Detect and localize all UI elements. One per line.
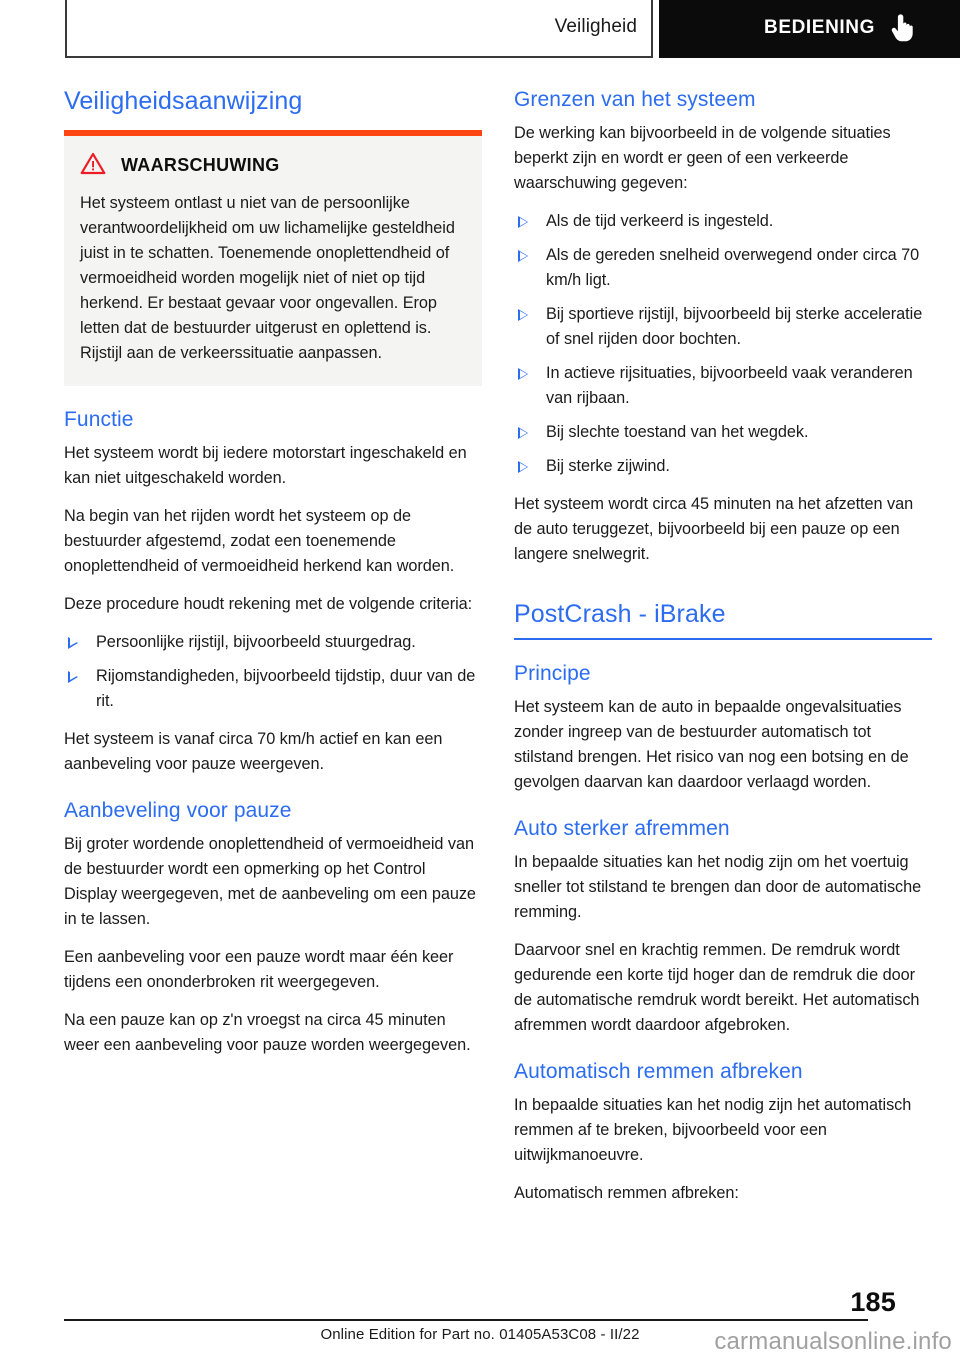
heading-grenzen-van-het-systeem: Grenzen van het systeem bbox=[514, 88, 756, 111]
list-item-label: Bij sterke zijwind. bbox=[546, 457, 670, 476]
page-header bbox=[0, 0, 960, 60]
header-section-label: Veiligheid bbox=[554, 16, 637, 37]
functie-paragraph-1: Het systeem wordt bij iedere motorstart ingeschakeld en kan niet uitgeschakeld worden. bbox=[64, 443, 467, 487]
watermark: carmanualsonline.info bbox=[714, 1328, 952, 1355]
triangle-bullet-icon bbox=[518, 368, 528, 380]
pointing-hand-icon bbox=[889, 13, 915, 43]
grenzen-paragraph-1: De werking kan bijvoorbeeld in de volgende situaties beperkt zijn en wordt er geen of een verkeerde waarschuwing gegeven: bbox=[514, 124, 891, 193]
heading-automatisch-remmen-afbreken: Automatisch remmen afbreken bbox=[514, 1059, 803, 1083]
list-item bbox=[514, 243, 932, 293]
section-title-postcrash: PostCrash - iBrake bbox=[514, 601, 932, 640]
list-item bbox=[514, 302, 932, 352]
afbreken-paragraph-1: In bepaalde situaties kan het nodig zijn het automatisch remmen af te breken, bijvoorbeeld voor een uitwijkmanoeuvre. bbox=[514, 1096, 912, 1165]
heading-functie: Functie bbox=[64, 407, 134, 431]
list-item-label: Als de tijd verkeerd is ingesteld. bbox=[546, 212, 774, 231]
left-column bbox=[64, 88, 482, 1058]
list-item bbox=[64, 630, 482, 655]
afbreken-paragraph-2: Automatisch remmen afbreken: bbox=[514, 1184, 739, 1203]
header-chapter-tab[interactable] bbox=[659, 0, 960, 58]
list-item bbox=[514, 361, 932, 411]
afremmen-paragraph-1: In bepaalde situaties kan het nodig zijn om het voertuig sneller tot stilstand te brengen dan door de automatische remming. bbox=[514, 852, 922, 921]
list-item-label: Als de gereden snelheid overwegend onder circa 70 km/h ligt. bbox=[546, 246, 920, 290]
heading-principe: Principe bbox=[514, 661, 591, 685]
warning-triangle-icon bbox=[80, 152, 106, 180]
header-section-tab[interactable] bbox=[65, 0, 653, 58]
grenzen-bullet-list bbox=[514, 209, 932, 479]
triangle-bullet-icon bbox=[518, 250, 528, 262]
list-item bbox=[514, 420, 932, 445]
header-chapter-label: BEDIENING bbox=[764, 17, 875, 38]
triangle-bullet-icon bbox=[518, 427, 528, 439]
aanbeveling-paragraph-1: Bij groter wordende onoplettendheid of vermoeidheid van de bestuurder wordt een opmerking op het Control Display weergegeven, met de aanbeveling om een pauze in te lassen. bbox=[64, 834, 476, 928]
footer-note: Online Edition for Part no. 01405A53C08 - II/22 bbox=[320, 1326, 640, 1343]
list-item-label: Bij slechte toestand van het wegdek. bbox=[546, 423, 809, 442]
warning-label: WAARSCHUWING bbox=[121, 155, 280, 175]
list-item-label: In actieve rijsituaties, bijvoorbeeld vaak veranderen van rijbaan. bbox=[546, 364, 913, 408]
grenzen-paragraph-2: Het systeem wordt circa 45 minuten na het afzetten van de auto teruggezet, bijvoorbeeld bij een pauze op een langere snelwegrit. bbox=[514, 495, 914, 564]
warning-text: Het systeem ontlast u niet van de persoonlijke verantwoordelijkheid om uw lichamelijke gesteldheid juist in te schatten. Toenemende onoplettendheid of vermoeidheid worden mogelijk niet of niet op tijd herkend. Er bestaat gevaar voor ongevallen. Erop letten dat de bestuurder uitgerust en oplettend is. Rijstijl aan de verkeerssituatie aanpassen. bbox=[80, 193, 455, 362]
list-item-label: Bij sportieve rijstijl, bijvoorbeeld bij sterke acceleratie of snel rijden door bochten. bbox=[546, 305, 923, 349]
list-item-label: Persoonlijke rijstijl, bijvoorbeeld stuurgedrag. bbox=[96, 632, 416, 651]
page-footer bbox=[0, 1282, 960, 1362]
triangle-bullet-icon bbox=[518, 461, 528, 473]
heading-auto-sterker-afremmen: Auto sterker afremmen bbox=[514, 816, 730, 840]
aanbeveling-paragraph-2: Een aanbeveling voor een pauze wordt maar één keer tijdens een ononderbroken rit weergegeven. bbox=[64, 947, 454, 991]
page-number: 185 bbox=[850, 1287, 896, 1317]
page-title: Veiligheidsaanwijzing bbox=[64, 87, 303, 115]
functie-paragraph-4: Het systeem is vanaf circa 70 km/h actief en kan een aanbeveling voor pauze weergeven. bbox=[64, 729, 443, 773]
afremmen-paragraph-2: Daarvoor snel en krachtig remmen. De remdruk wordt gedurende een korte tijd hoger dan de remdruk die door de automatische remdruk wordt bereikt. Het automatisch afremmen wordt daardoor afgebroken. bbox=[514, 940, 920, 1034]
functie-paragraph-3: Deze procedure houdt rekening met de volgende criteria: bbox=[64, 594, 473, 613]
footer-divider bbox=[64, 1319, 868, 1321]
warning-callout bbox=[64, 130, 482, 386]
list-item bbox=[514, 454, 932, 479]
triangle-bullet-icon bbox=[518, 309, 528, 321]
list-item-label: Rijomstandigheden, bijvoorbeeld tijdstip, duur van de rit. bbox=[96, 666, 476, 710]
functie-paragraph-2: Na begin van het rijden wordt het systeem op de bestuurder afgestemd, zodat een toenemende onoplettendheid of vermoeidheid herkend kan worden. bbox=[64, 506, 455, 575]
heading-aanbeveling-voor-pauze: Aanbeveling voor pauze bbox=[64, 798, 292, 822]
triangle-bullet-icon bbox=[68, 637, 78, 649]
warning-header bbox=[80, 152, 466, 180]
aanbeveling-paragraph-3: Na een pauze kan op z'n vroegst na circa 45 minuten weer een aanbeveling voor pauze worden weergegeven. bbox=[64, 1010, 471, 1054]
triangle-bullet-icon bbox=[518, 216, 528, 228]
right-column bbox=[514, 88, 932, 1206]
list-item bbox=[514, 209, 932, 234]
functie-bullet-list bbox=[64, 630, 482, 714]
list-item bbox=[64, 664, 482, 714]
triangle-bullet-icon bbox=[68, 671, 78, 683]
principe-paragraph-1: Het systeem kan de auto in bepaalde ongevalsituaties zonder ingreep van de bestuurder automatisch tot stilstand brengen. Het risico van nog een botsing en de gevolgen daarvan kan daardoor verlaagd worden. bbox=[514, 697, 909, 791]
